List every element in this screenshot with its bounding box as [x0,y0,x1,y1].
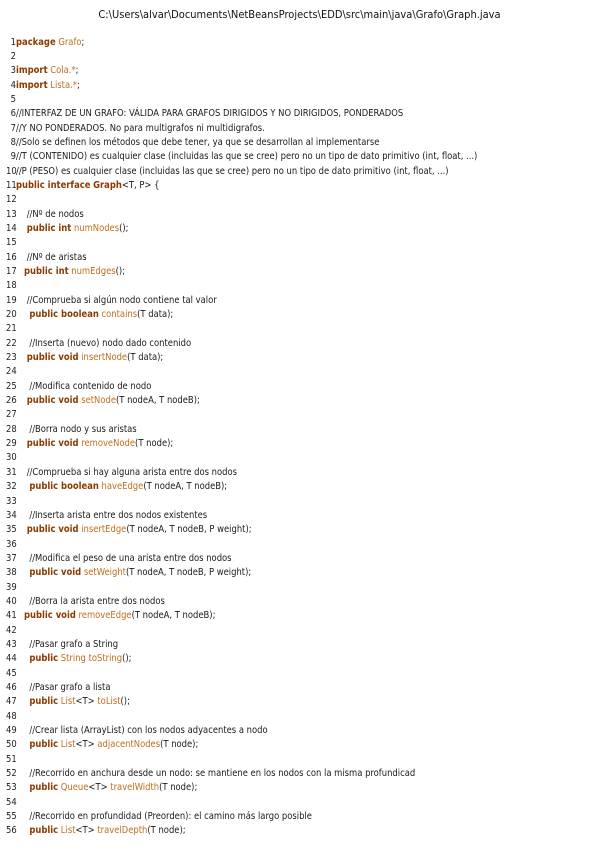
code-keyword: public int [26,222,72,234]
line-number: 49 [6,725,17,736]
code-text: (T nodeA, T nodeB); [131,610,216,622]
code-line [6,681,596,695]
line-number: 31 [6,466,17,478]
code-line [6,136,596,150]
code-line [6,538,596,552]
code-line [6,337,596,351]
code-line [6,279,596,293]
code-keyword: public boolean [29,309,99,321]
code-text: (T nodeA, T nodeB, P weight); [126,524,252,536]
code-line [6,150,596,164]
line-number: 29 [6,438,17,450]
line-number: 33 [6,495,17,507]
code-identifier: setNode [81,395,116,407]
code-keyword: public [29,653,59,665]
code-comment: //Comprueba si algún nodo contiene tal valor [26,294,217,306]
line-number: 41 [6,610,17,622]
code-comment: //Pasar grafo a lista [29,681,111,693]
line-number: 16 [6,251,17,263]
line-number: 26 [6,395,17,407]
code-text: ; [81,36,85,48]
code-line [6,107,596,121]
code-text: (T node); [135,438,174,450]
line-number: 27 [6,409,17,421]
line-number: 1 [10,36,16,48]
line-indent [16,739,29,750]
code-keyword: public [29,739,59,751]
code-line [6,380,596,394]
code-keyword: public [29,782,59,794]
code-line [6,652,596,666]
code-keyword: public interface [16,179,91,191]
line-number: 2 [10,50,16,62]
code-identifier: List [60,696,76,708]
code-text: (T nodeA, T nodeB); [116,395,200,407]
code-identifier: String [60,653,86,665]
code-line [6,294,596,308]
code-identifier: removeEdge [78,610,132,622]
code-comment: //Borra la arista entre dos nodos [29,595,165,607]
line-number: 43 [6,638,17,650]
line-indent [16,610,24,621]
code-text: (T nodeA, T nodeB); [143,481,228,493]
code-keyword: import [16,65,48,77]
code-line [6,437,596,451]
code-line [6,810,596,824]
line-number: 14 [6,222,17,234]
line-number: 45 [6,667,17,679]
code-line [6,36,596,50]
line-indent [16,309,29,320]
line-indent [16,553,29,564]
line-number: 53 [6,782,17,794]
code-listing [6,36,596,839]
line-number: 35 [6,524,17,536]
code-keyword: public void [29,567,82,579]
code-identifier: travelWidth [110,782,160,794]
line-number: 4 [10,79,16,91]
line-number: 24 [6,366,17,378]
code-line [6,724,596,738]
code-keyword: public [29,825,59,837]
line-indent [16,567,29,578]
line-number: 50 [6,739,17,751]
code-line [6,265,596,279]
code-line [6,322,596,336]
code-line [6,222,596,236]
code-text: (T data); [127,352,164,364]
line-indent [16,725,29,736]
code-line [6,581,596,595]
line-indent [16,295,27,306]
code-text: <T> [75,696,98,708]
code-identifier: Queue [60,782,89,794]
code-line [6,466,596,480]
line-indent [16,209,27,220]
line-indent [16,223,27,234]
code-line [6,710,596,724]
code-text: (T nodeA, T nodeB, P weight); [125,567,252,579]
code-text: (); [115,266,126,277]
code-line [6,79,596,93]
code-text: <T> [75,825,98,837]
code-text: (T node); [159,782,198,794]
line-number: 38 [6,567,17,579]
code-line [6,480,596,494]
code-identifier: insertNode [81,352,128,364]
code-line [6,509,596,523]
line-indent [16,811,29,822]
code-line [6,351,596,365]
line-number: 36 [6,538,17,550]
code-line [6,609,596,623]
code-line [6,552,596,566]
line-number: 8 [10,136,16,148]
line-number: 18 [6,280,17,292]
code-identifier: setWeight [83,567,126,579]
code-line [6,423,596,437]
code-text: ; [77,79,80,91]
line-number: 55 [6,811,17,823]
code-identifier: Grafo [58,36,82,48]
code-comment: //P (PESO) es cualquier clase (incluidas las que se cree) pero no un tipo de dato primitivo (int, float, ...) [16,165,449,177]
line-indent [16,266,24,277]
code-comment: //Modifica contenido de nodo [29,380,152,392]
line-number: 13 [6,208,17,220]
line-number: 52 [6,768,17,780]
code-line [6,408,596,422]
code-text: <T, P> { [121,179,160,191]
code-line [6,236,596,250]
line-number: 47 [6,696,17,708]
line-number: 6 [10,108,16,120]
line-number: 12 [6,194,17,206]
line-number: 19 [6,294,17,306]
code-text: ; [75,65,79,77]
code-line [6,451,596,465]
line-indent [16,395,27,406]
code-identifier: Lista.* [50,79,77,91]
line-number: 28 [6,423,17,435]
line-number: 34 [6,509,17,521]
code-keyword: public boolean [29,481,99,493]
code-identifier: haveEdge [101,481,144,493]
code-line [6,495,596,509]
code-line [6,165,596,179]
code-text: (); [119,222,129,234]
code-comment: //T (CONTENIDO) es cualquier clase (incluidas las que se cree) pero no un tipo de dato primitivo (int, float, ...) [16,151,478,163]
line-number: 51 [6,753,17,765]
code-identifier: removeNode [81,438,136,450]
code-line [6,64,596,78]
line-indent [16,438,27,449]
line-number: 44 [6,653,17,665]
line-number: 42 [6,624,17,636]
line-number: 21 [6,323,17,335]
file-path-title: C:\Users\alvar\Documents\NetBeansProjects\EDD\src\main\java\Grafo\Graph.java [98,8,501,21]
line-indent [16,682,29,693]
line-indent [16,696,29,707]
code-identifier: toList [97,696,121,708]
line-number: 32 [6,481,17,493]
code-keyword: public void [26,438,79,450]
code-comment: //Comprueba si hay alguna arista entre dos nodos [26,466,237,478]
line-indent [16,782,29,793]
code-line [6,93,596,107]
line-indent [16,596,29,607]
line-number: 40 [6,595,17,607]
line-number: 25 [6,380,17,392]
code-line [6,767,596,781]
code-line [6,566,596,580]
line-number: 3 [10,65,16,77]
code-comment: //Modifica el peso de una arista entre dos nodos [29,552,232,564]
code-comment: //INTERFAZ DE UN GRAFO: VÁLIDA PARA GRAFOS DIRIGIDOS Y NO DIRIGIDOS, PONDERADOS [16,108,404,120]
code-line [6,179,596,193]
code-identifier: contains [101,309,138,321]
code-line [6,50,596,64]
code-text: <T> [75,739,98,751]
code-text: (); [122,653,132,665]
line-indent [16,424,29,435]
line-number: 48 [6,710,17,722]
code-identifier: insertEdge [81,524,127,536]
code-line [6,365,596,379]
code-line [6,796,596,810]
line-number: 7 [10,122,16,134]
code-keyword: public void [24,610,76,622]
line-indent [16,524,27,535]
line-number: 54 [6,796,17,808]
line-indent [16,467,27,478]
code-text: (T node); [147,825,186,837]
code-text: (T data); [137,309,174,321]
code-comment: //Recorrido en anchura desde un nodo: se mantiene en los nodos con la misma profundicad [29,768,416,780]
code-comment: //Recorrido en profundidad (Preorden): el camino más largo posible [29,811,312,823]
line-number: 9 [10,151,16,163]
code-comment: //Nº de nodos [26,208,84,220]
code-keyword: public [29,696,59,708]
code-comment: //Inserta (nuevo) nodo dado contenido [29,337,192,349]
code-line [6,695,596,709]
code-identifier: List [60,825,76,837]
line-number: 37 [6,552,17,564]
line-number: 10 [6,165,17,177]
code-line [6,824,596,838]
code-line [6,781,596,795]
code-line [6,738,596,752]
code-keyword: package [16,36,56,48]
line-indent [16,768,29,779]
code-line [6,208,596,222]
code-keyword: public void [26,395,79,407]
code-keyword: public void [26,524,79,536]
code-keyword: Graph [93,179,122,191]
code-identifier: numNodes [73,222,120,234]
code-comment: //Borra nodo y sus aristas [29,423,137,435]
code-text: (); [120,696,130,708]
code-line [6,122,596,136]
line-number: 46 [6,681,17,693]
code-comment: //Y NO PONDERADOS. No para multigrafos ni multidigrafos. [16,122,265,134]
line-indent [16,481,29,492]
line-indent [16,510,29,521]
code-line [6,667,596,681]
line-indent [16,639,29,650]
code-line [6,638,596,652]
code-comment: //Pasar grafo a String [29,638,119,650]
line-number: 56 [6,825,17,837]
code-keyword: public void [26,352,79,364]
line-number: 39 [6,581,17,593]
code-keyword: import [16,79,48,91]
line-indent [16,338,29,349]
code-comment: //Nº de aristas [26,251,87,263]
line-indent [16,252,27,263]
line-number: 20 [6,309,17,321]
code-identifier: List [60,739,76,751]
line-number: 11 [6,179,17,191]
line-number: 17 [6,266,17,277]
line-indent [16,825,29,836]
code-line [6,753,596,767]
line-indent [16,381,29,392]
code-comment: //Inserta arista entre dos nodos existentes [29,509,208,521]
code-identifier: travelDepth [97,825,148,837]
code-identifier: numEdges [71,266,116,277]
code-line [6,523,596,537]
code-keyword: public int [24,266,69,277]
code-line [6,394,596,408]
code-comment: //Crear lista (ArrayList) con los nodos adyacentes a nodo [29,725,268,736]
code-line [6,595,596,609]
code-line [6,251,596,265]
code-identifier: toString [88,653,123,665]
line-number: 23 [6,352,17,364]
code-identifier: Cola.* [50,65,76,77]
line-number: 22 [6,337,17,349]
code-text: <T> [88,782,111,794]
code-text: (T node); [160,739,199,751]
code-line [6,624,596,638]
line-indent [16,653,29,664]
line-number: 15 [6,237,17,249]
line-indent [16,352,27,363]
line-number: 5 [10,93,16,105]
code-line [6,308,596,322]
code-line [6,193,596,207]
code-identifier: adjacentNodes [97,739,161,751]
code-comment: //Solo se definen los métodos que debe tener, ya que se desarrollan al implementarse [16,136,380,148]
line-number: 30 [6,452,17,464]
